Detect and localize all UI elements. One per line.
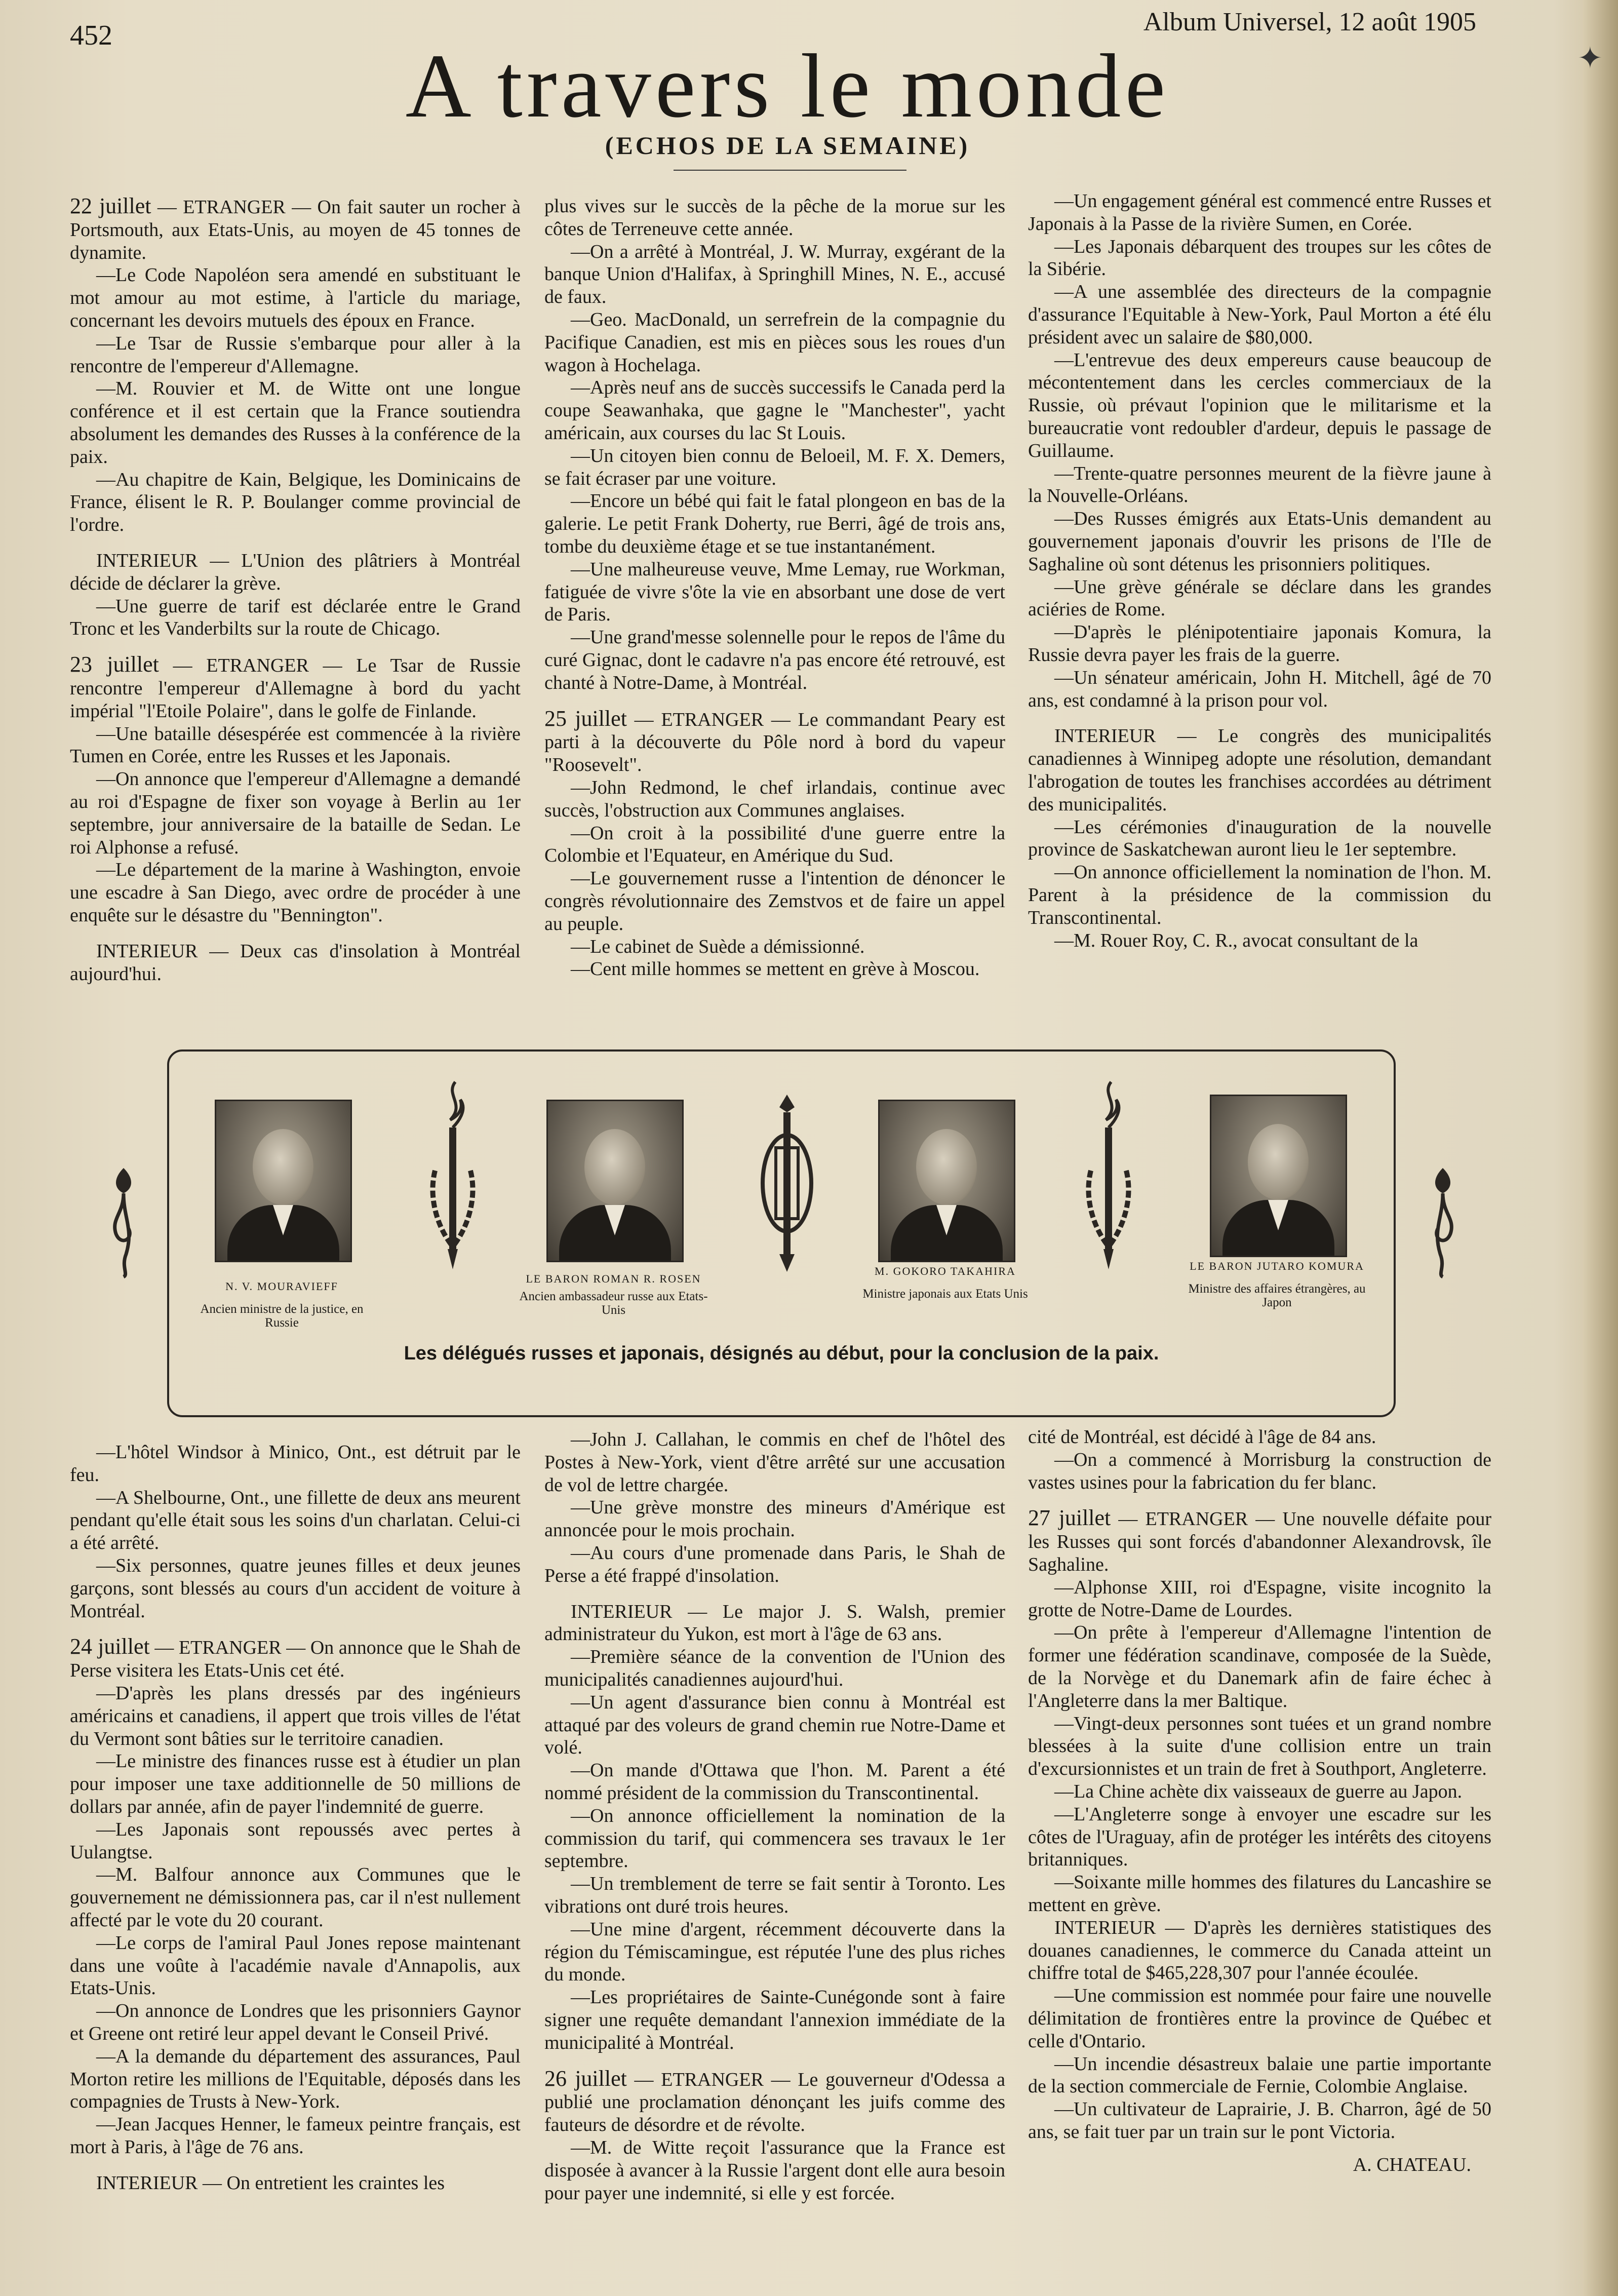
section-heading: — ETRANGER — xyxy=(149,1637,310,1659)
article-paragraph: —Un engagement général est commencé entre Russes et Japonais à la Passe de la rivière Sumen, en Corée. xyxy=(1028,190,1491,235)
article-paragraph: —D'après le plénipotentiaire japonais Komura, la Russie devra payer les frais de la guerre. xyxy=(1028,621,1491,666)
article-paragraph: —On a commencé à Morrisburg la construction de vastes usines pour la fabrication du fer blanc. xyxy=(1028,1449,1491,1493)
article-paragraph: —Les Japonais sont repoussés avec pertes à Uulangtse. xyxy=(70,1818,521,1863)
portrait-name: N. V. MOURAVIEFF xyxy=(225,1280,338,1293)
article-paragraph: —Une commission est nommée pour faire une nouvelle délimitation de frontières entre la province de Québec et celle d'Ontario. xyxy=(1028,1985,1491,2052)
article-paragraph: 26 juillet — ETRANGER — Le gouverneur d'Odessa a publié une proclamation dénonçant les juifs comme des fauteurs de désordre et de révolte. xyxy=(544,2066,1005,2136)
article-paragraph: —On mande d'Ottawa que l'hon. M. Parent a été nommé président de la commission du Transcontinental. xyxy=(544,1760,1005,1804)
article-paragraph: —Une grand'messe solennelle pour le repos de l'âme du curé Gignac, dont le cadavre n'a pas encore été retrouvé, est chanté à Notre-Dame, à Montréal. xyxy=(544,627,1005,693)
portrait-caption xyxy=(189,1279,374,1330)
article-paragraph: —L'Angleterre songe à envoyer une escadre sur les côtes de l'Uraguay, afin de protéger les intérêts des citoyens britanniques. xyxy=(1028,1803,1491,1871)
article-paragraph: —Un agent d'assurance bien connu à Montréal est attaqué par des voleurs de grand chemin rue Notre-Dame et volé. xyxy=(544,1691,1005,1759)
article-paragraph: —Le Code Napoléon sera amendé en substituant le mot amour au mot estime, à l'article du mariage, concernant les devoirs mutuels des époux en France. xyxy=(70,264,521,331)
portrait-caption xyxy=(519,1272,708,1317)
article-paragraph: —Une malheureuse veuve, Mme Lemay, rue Workman, fatiguée de vivre s'ôte la vie en absorbant une dose de vert de Paris. xyxy=(544,558,1005,626)
article-paragraph: —Un citoyen bien connu de Beloeil, M. F. X. Demers, se fait écraser par une voiture. xyxy=(544,445,1005,489)
page-edge xyxy=(1577,0,1618,2296)
article-paragraph: —John Redmond, le chef irlandais, continue avec succès, l'obstruction aux Communes anglaises. xyxy=(544,776,1005,821)
article-paragraph: —Le ministre des finances russe est à étudier un plan pour imposer une taxe additionnelle de 50 millions de dollars par année, afin de payer l'indemnité de guerre. xyxy=(70,1750,521,1817)
date-heading: 25 juillet xyxy=(544,706,627,731)
article-paragraph: 24 juillet — ETRANGER — On annonce que le Shah de Perse visitera les Etats-Unis cet été. xyxy=(70,1634,521,1682)
article-paragraph: —M. Rouer Roy, C. R., avocat consultant de la xyxy=(1054,929,1418,951)
section-heading: — ETRANGER — xyxy=(626,2069,798,2090)
title-rule xyxy=(674,170,906,171)
article-paragraph: —Soixante mille hommes des filatures du Lancashire se mettent en grève. xyxy=(1028,1872,1491,1916)
author-signature: A. CHATEAU. xyxy=(1353,2154,1471,2175)
article-paragraph: —Un tremblement de terre se fait sentir à Toronto. Les vibrations ont duré trois heures. xyxy=(544,1873,1005,1917)
article-paragraph: —Une bataille désespérée est commencée à la rivière Tumen en Corée, entre les Russes et les Japonais. xyxy=(70,723,521,767)
article-paragraph: —Première séance de la convention de l'Union des municipalités canadiennes aujourd'hui. xyxy=(544,1646,1005,1690)
article-paragraph: —Encore un bébé qui fait le fatal plongeon en bas de la galerie. Le petit Frank Doherty, rue Berri, âgé de trois ans, tombe du deuxième étage et se tue instantanément. xyxy=(544,490,1005,557)
article-paragraph: —John J. Callahan, le commis en chef de l'hôtel des Postes à New-York, vient d'être arrêté sur une accusation de vol de lettre chargée. xyxy=(544,1429,1005,1496)
article-paragraph: INTERIEUR — On entretient les craintes les xyxy=(96,2172,445,2194)
article-paragraph: 25 juillet — ETRANGER — Le commandant Peary est parti à la découverte du Pôle nord à bord du vapeur "Roosevelt". xyxy=(544,706,1005,776)
top-column-1 xyxy=(70,195,521,1041)
article-paragraph: —Un sénateur américain, John H. Mitchell, âgé de 70 ans, est condamné à la prison pour vol. xyxy=(1028,667,1491,711)
article-paragraph: —Les cérémonies d'inauguration de la nouvelle province de Saskatchewan auront lieu le 1er septembre. xyxy=(1028,816,1491,861)
article-paragraph: —M. Rouvier et M. de Witte ont une longue conférence et il est certain que la France soutiendra absolument les demandes des Russes à la conférence de la paix. xyxy=(70,378,521,468)
article-paragraph: —D'après les plans dressés par des ingénieurs américains et canadiens, il appert que trois villes de l'état du Vermont sont bâties sur le territoire canadien. xyxy=(70,1682,521,1749)
plate-legend: Les délégués russes et japonais, désignés au début, pour la conclusion de la paix. xyxy=(404,1343,1159,1364)
article-paragraph: —Un cultivateur de Laprairie, J. B. Charron, âgé de 50 ans, se fait tuer par un train sur le pont Victoria. xyxy=(1028,2098,1491,2143)
article-paragraph: —Geo. MacDonald, un serrefrein de la compagnie du Pacifique Canadien, est mis en pièces sous les roues d'un wagon à Hochelaga. xyxy=(544,308,1005,376)
date-heading: 26 juillet xyxy=(544,2066,627,2091)
portrait-description: Ancien ambassadeur russe aux Etats-Unis xyxy=(519,1290,708,1317)
article-paragraph: 27 juillet — ETRANGER — Une nouvelle défaite pour les Russes qui sont forcés d'abandonner Alexandrovsk, île Saghaline. xyxy=(1028,1505,1491,1575)
portrait-photo xyxy=(1210,1095,1347,1257)
article-paragraph: —Six personnes, quatre jeunes filles et deux jeunes garçons, sont blessés au cours d'un accident de voiture à Montréal. xyxy=(70,1554,521,1622)
article-paragraph: —A la demande du département des assurances, Paul Morton retire les millions de l'Equitable, déposés dans les compagnies de Trusts à New-York. xyxy=(70,2045,521,2113)
article-paragraph: INTERIEUR — D'après les dernières statistiques des douanes canadiennes, le commerce du Canada atteint un chiffre total de $465,228,307 pour l'année écoulée. xyxy=(1028,1917,1491,1984)
article-paragraph: —Le corps de l'amiral Paul Jones repose maintenant dans une voûte à l'académie navale d'Annapolis, aux Etats-Unis. xyxy=(70,1932,521,1999)
bottom-column-1 xyxy=(70,1441,521,2282)
article-paragraph: —On croit à la possibilité d'une guerre entre la Colombie et l'Equateur, en Amérique du Sud. xyxy=(544,822,1005,867)
portrait-photo xyxy=(215,1100,352,1262)
section-heading: — ETRANGER — xyxy=(1111,1508,1283,1530)
article-paragraph: —Une guerre de tarif est déclarée entre le Grand Tronc et les Vanderbilts sur la route de Chicago. xyxy=(70,595,521,640)
article-paragraph: INTERIEUR — Deux cas d'insolation à Montréal aujourd'hui. xyxy=(70,940,521,985)
article-paragraph: —On annonce officiellement la nomination de la commission du tarif, qui commencera ses travaux le 1er septembre. xyxy=(544,1805,1005,1872)
top-column-3 xyxy=(1028,190,1491,1041)
article-paragraph: —Alphonse XIII, roi d'Espagne, visite incognito la grotte de Notre-Dame de Lourdes. xyxy=(1028,1576,1491,1621)
fasces-ornament-icon xyxy=(757,1092,817,1274)
portrait-caption xyxy=(1182,1259,1372,1309)
article-paragraph: —Cent mille hommes se mettent en grève à Moscou. xyxy=(571,958,980,980)
article-paragraph: cité de Montréal, est décidé à l'âge de 84 ans. xyxy=(1028,1426,1376,1448)
page-subtitle: (ECHOS DE LA SEMAINE) xyxy=(605,131,970,160)
portrait-name: LE BARON JUTARO KOMURA xyxy=(1190,1260,1364,1272)
torch-wreath-ornament-icon xyxy=(1081,1079,1136,1272)
article-paragraph: 22 juillet — ETRANGER — On fait sauter un rocher à Portsmouth, aux Etats-Unis, au moyen de 45 tonnes de dynamite. xyxy=(70,195,521,264)
article-paragraph: —Le gouvernement russe a l'intention de dénoncer le congrès révolutionnaire des Zemstvos et de faire un appel au peuple. xyxy=(544,868,1005,935)
article-paragraph: —On annonce que l'empereur d'Allemagne a demandé au roi d'Espagne de fixer son voyage à Berlin au 1er septembre, jour anniversaire de la bataille de Sedan. Le roi Alphonse a refusé. xyxy=(70,768,521,858)
article-paragraph: —Les Japonais débarquent des troupes sur les côtes de la Sibérie. xyxy=(1028,236,1491,280)
article-paragraph: —M. Balfour annonce aux Communes que le gouvernement ne démissionnera pas, car il n'est nullement affecté par le vote du 20 courant. xyxy=(70,1864,521,1931)
torch-wreath-ornament-icon xyxy=(425,1079,481,1272)
article-paragraph: plus vives sur le succès de la pêche de la morue sur les côtes de Terreneuve cette année. xyxy=(544,196,1005,240)
section-heading: — ETRANGER — xyxy=(626,709,798,730)
section-heading: — ETRANGER — xyxy=(151,197,318,218)
portrait-photo xyxy=(546,1100,684,1262)
article-paragraph: —L'entrevue des deux empereurs cause beaucoup de mécontentement dans les cercles commerciaux de la Russie, où prévaut l'opinion que le militarisme et la bureaucratie vont redoubler d'ardeur, depuis le passage de Guillaume. xyxy=(1028,349,1491,461)
article-paragraph: —Le Tsar de Russie s'embarque pour aller à la rencontre de l'empereur d'Allemagne. xyxy=(70,332,521,377)
section-heading: — ETRANGER — xyxy=(159,655,357,677)
article-paragraph: —On prête à l'empereur d'Allemagne l'intention de former une fédération scandinave, composée de la Suède, de la Norvège et du Danemark afin de faire échec à l'Angleterre dans la mer Baltique. xyxy=(1028,1622,1491,1711)
article-paragraph: —Vingt-deux personnes sont tuées et un grand nombre blessées à la suite d'une collision entre un train d'excursionnistes et un train de fret à Southport, Angleterre. xyxy=(1028,1713,1491,1780)
article-paragraph: —Au chapitre de Kain, Belgique, les Dominicains de France, élisent le R. P. Boulanger comme provincial de l'ordre. xyxy=(70,469,521,536)
article-paragraph: —Après neuf ans de succès successifs le Canada perd la coupe Seawanhaka, que gagne le "Manchester", yacht américain, aux courses du lac St Louis. xyxy=(544,377,1005,444)
top-column-2 xyxy=(544,195,1005,1041)
article-paragraph: —On a arrêté à Montréal, J. W. Murray, exgérant de la banque Union d'Halifax, à Springhill Mines, N. E., accusé de faux. xyxy=(544,241,1005,308)
date-heading: 24 juillet xyxy=(70,1634,150,1659)
article-paragraph: —On annonce de Londres que les prisonniers Gaynor et Greene ont retiré leur appel devant le Conseil Privé. xyxy=(70,2000,521,2044)
article-paragraph: —La Chine achète dix vaisseaux de guerre au Japon. xyxy=(1054,1780,1463,1802)
running-head: Album Universel, 12 août 1905 xyxy=(1143,8,1476,36)
article-paragraph: —Le département de la marine à Washington, envoie une escadre à San Diego, avec ordre de procéder à une enquête sur le désastre du "Bennington". xyxy=(70,859,521,926)
portrait-name: LE BARON ROMAN R. ROSEN xyxy=(526,1272,701,1285)
article-paragraph: —Une grève générale se déclare dans les grandes aciéries de Rome. xyxy=(1028,576,1491,620)
article-paragraph: 23 juillet — ETRANGER — Le Tsar de Russie rencontre l'empereur d'Allemagne à bord du yacht impérial "l'Etoile Polaire", dans le golfe de Finlande. xyxy=(70,652,521,722)
article-paragraph: INTERIEUR — L'Union des plâtriers à Montréal décide de déclarer la grève. xyxy=(70,550,521,594)
portrait-photo xyxy=(878,1100,1015,1262)
article-paragraph: —Une mine d'argent, récemment découverte dans la région du Témiscamingue, est réputée l'une des plus riches du monde. xyxy=(544,1918,1005,1986)
article-paragraph: —M. de Witte reçoit l'assurance que la France est disposée à avancer à la Russie l'argent dont elle aura besoin pour payer une indemnité, si elle y est forcée. xyxy=(544,2136,1005,2204)
article-paragraph: INTERIEUR — Le congrès des municipalités canadiennes à Winnipeg adopte une résolution, demandant l'abrogation de toutes les franchises accordées au détriment des municipalités. xyxy=(1028,725,1491,815)
portrait-description: Ministre japonais aux Etats Unis xyxy=(862,1287,1028,1301)
article-paragraph: INTERIEUR — Le major J. S. Walsh, premier administrateur du Yukon, est mort à l'âge de 63 ans. xyxy=(544,1601,1005,1645)
floral-ornament-icon xyxy=(103,1158,144,1279)
article-paragraph: —Un incendie désastreux balaie une partie importante de la section commerciale de Fernie, Colombie Anglaise. xyxy=(1028,2053,1491,2097)
portrait-caption xyxy=(848,1264,1043,1301)
article-paragraph: —A une assemblée des directeurs de la compagnie d'assurance l'Equitable à New-York, Paul Morton a été élu président avec un salaire de $80,000. xyxy=(1028,281,1491,348)
article-paragraph: —Le cabinet de Suède a démissionné. xyxy=(571,936,865,957)
article-paragraph: —On annonce officiellement la nomination de l'hon. M. Parent à la présidence de la commission du Transcontinental. xyxy=(1028,862,1491,928)
bottom-column-3 xyxy=(1028,1426,1491,2282)
floral-ornament-icon xyxy=(1423,1158,1463,1279)
article-paragraph: —Trente-quatre personnes meurent de la fièvre jaune à la Nouvelle-Orléans. xyxy=(1028,462,1491,507)
bottom-column-2 xyxy=(544,1428,1005,2282)
article-paragraph: —Des Russes émigrés aux Etats-Unis demandent au gouvernement japonais d'ouvrir les prisons de l'Ile de Saghaline où sont détenus les prisonniers politiques. xyxy=(1028,508,1491,575)
binding-mark-icon: ✦ xyxy=(1577,42,1603,75)
page-title: A travers le monde xyxy=(405,35,1170,136)
article-paragraph: —A Shelbourne, Ont., une fillette de deux ans meurent pendant qu'elle était sous les soins d'un charlatan. Celui-ci a été arrêté. xyxy=(70,1487,521,1554)
date-heading: 22 juillet xyxy=(70,195,151,218)
portrait-description: Ancien ministre de la justice, en Russie xyxy=(200,1302,364,1330)
page-number: 452 xyxy=(70,20,112,51)
date-heading: 23 juillet xyxy=(70,652,159,677)
article-paragraph: —Au cours d'une promenade dans Paris, le Shah de Perse a été frappé d'insolation. xyxy=(544,1542,1005,1586)
portrait-description: Ministre des affaires étrangères, au Japon xyxy=(1188,1282,1366,1309)
article-paragraph: —Une grève monstre des mineurs d'Amérique est annoncée pour le mois prochain. xyxy=(544,1497,1005,1541)
portrait-plate xyxy=(167,1049,1396,1417)
portrait-name: M. GOKORO TAKAHIRA xyxy=(875,1265,1016,1277)
article-paragraph: —Jean Jacques Henner, le fameux peintre français, est mort à Paris, à l'âge de 76 ans. xyxy=(70,2114,521,2158)
article-paragraph: —Les propriétaires de Sainte-Cunégonde sont à faire signer une requête demandant l'annexion immédiate de la municipalité à Montréal. xyxy=(544,1987,1005,2053)
article-paragraph: —L'hôtel Windsor à Minico, Ont., est détruit par le feu. xyxy=(70,1442,521,1486)
date-heading: 27 juillet xyxy=(1028,1505,1111,1531)
